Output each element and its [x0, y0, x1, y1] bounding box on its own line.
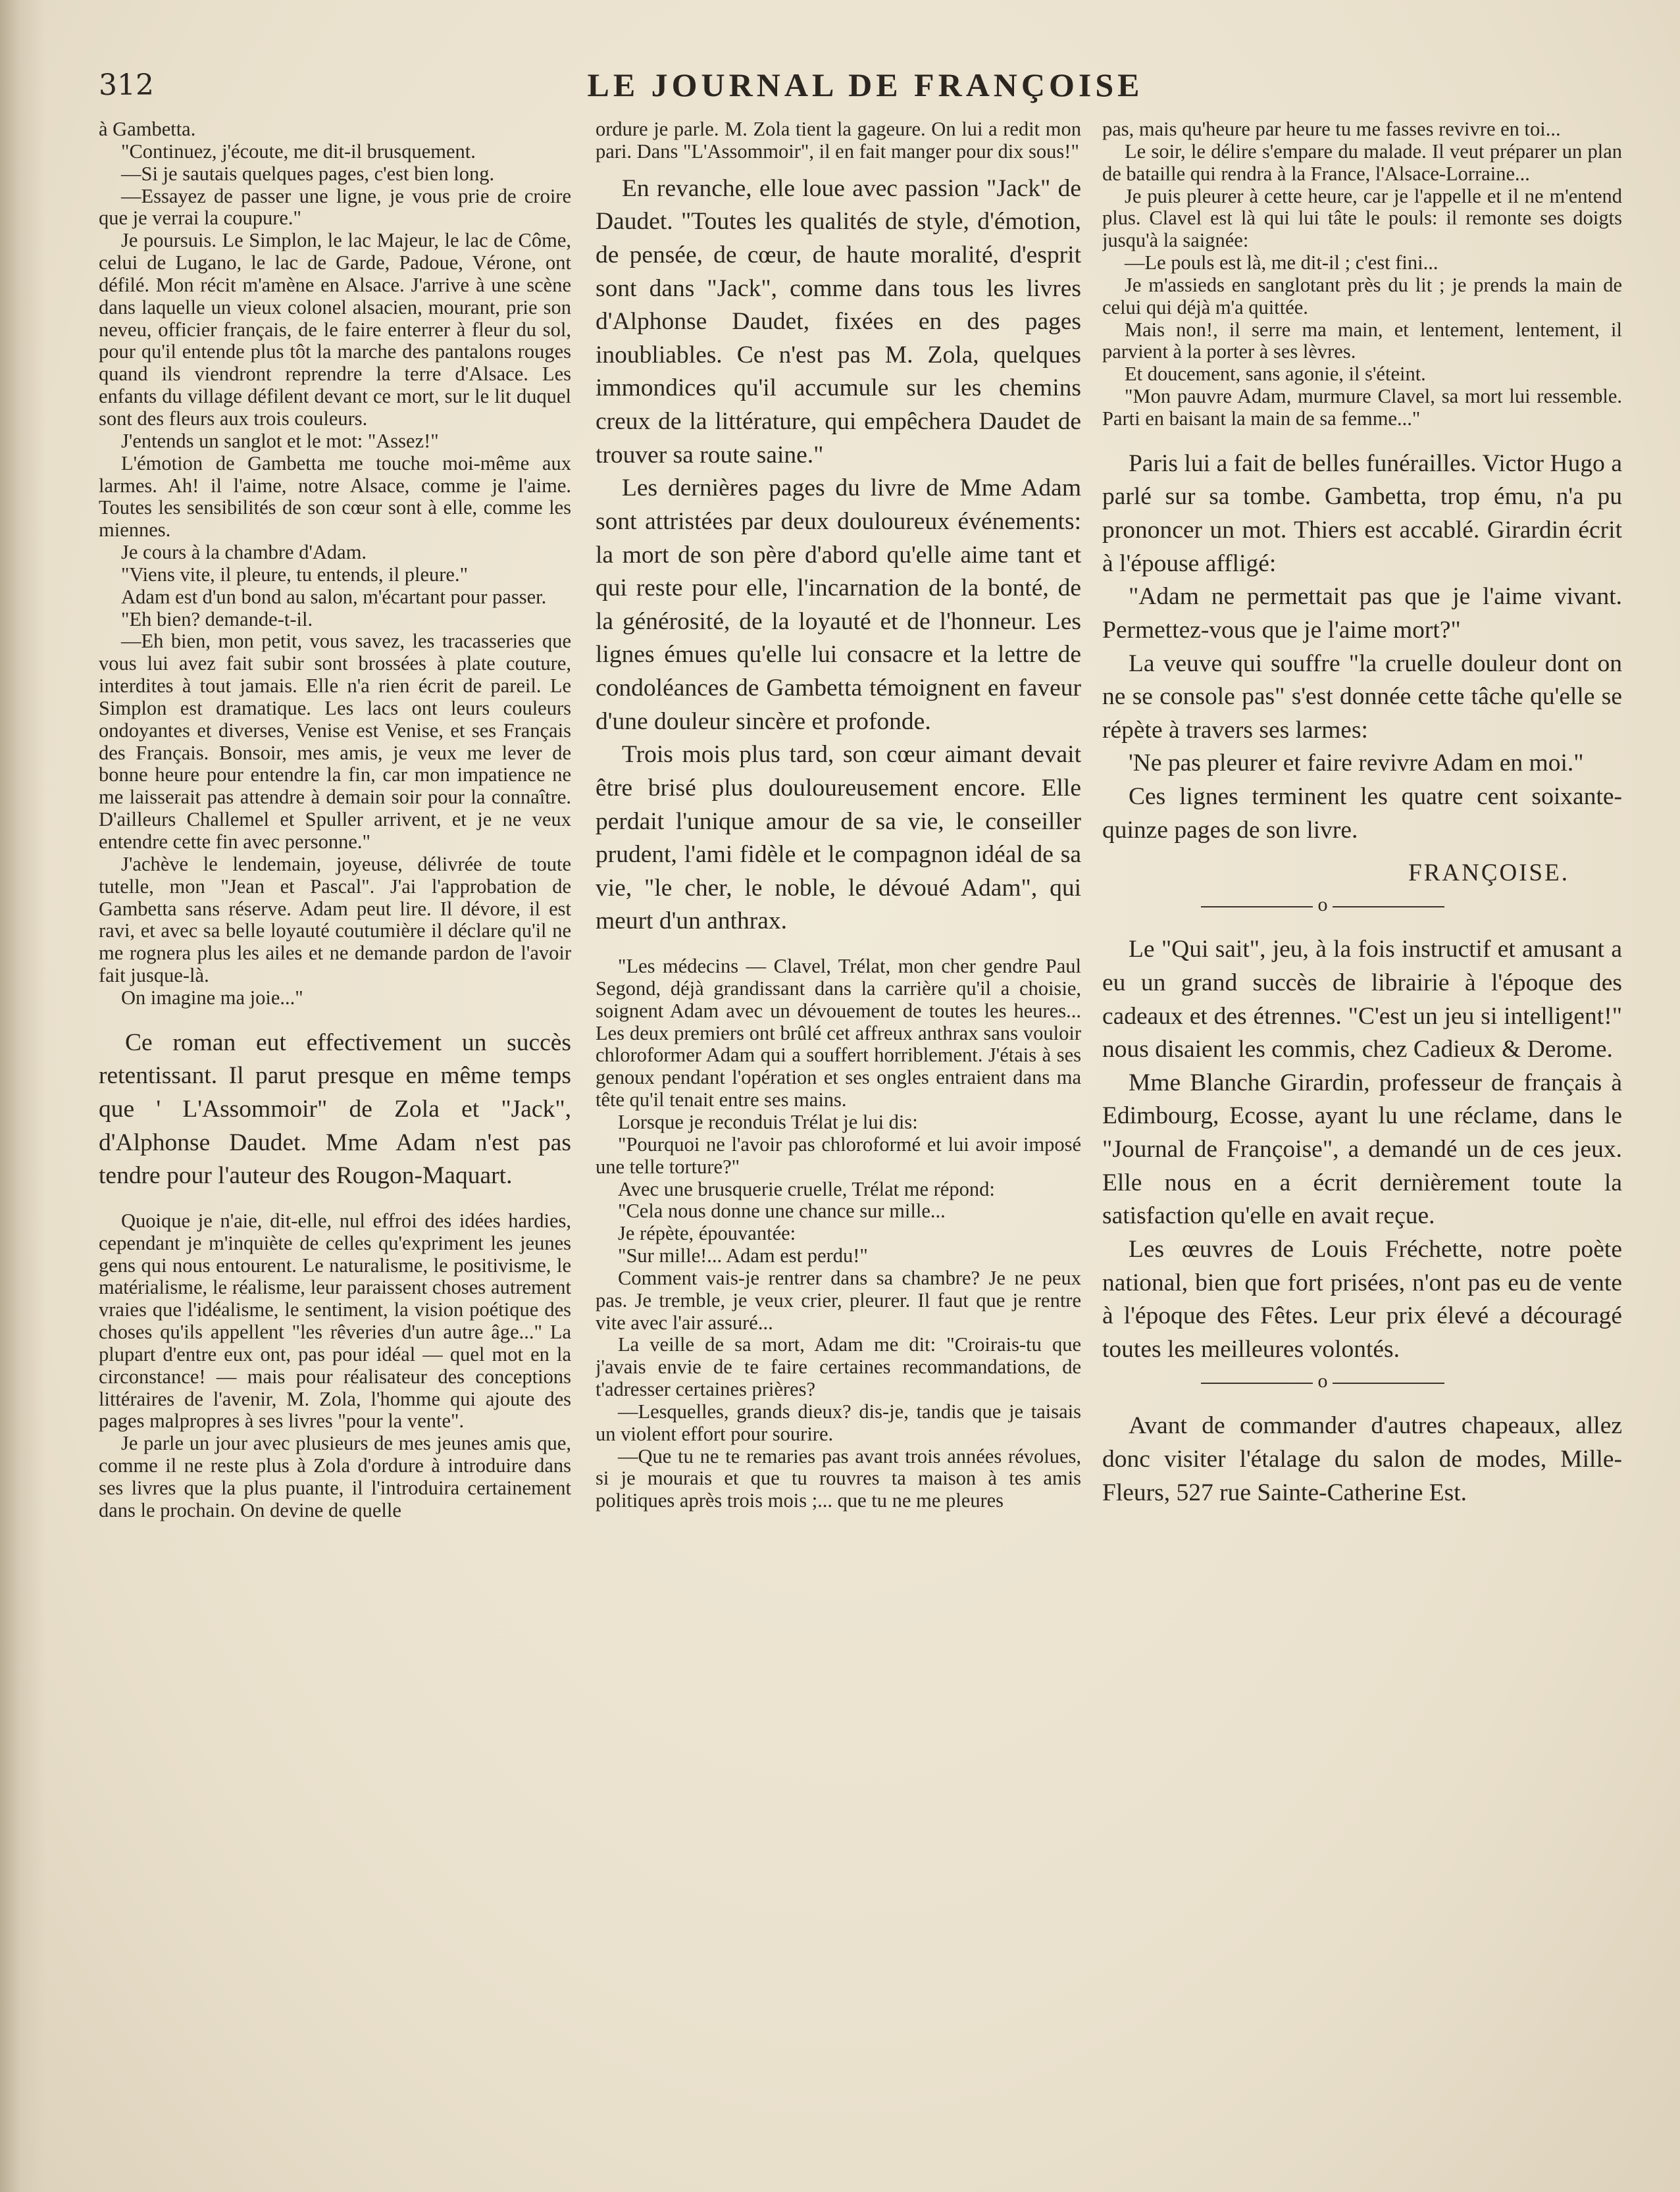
body-paragraph: Ce roman eut effectivement un succès retentissant. Il parut presque en même temps que ' L'Assommoir" de Zola et "Jack", d'Alphonse Daudet. Mme Adam n'est pas tendre pour l'auteur des Rougon-Maquart.: [99, 1029, 571, 1190]
body-paragraph: Avant de commander d'autres chapeaux, allez donc visiter l'étalage du salon de modes, Mille-Fleurs, 527 rue Sainte-Catherine Est.: [1102, 1412, 1622, 1506]
section-separator: [1102, 894, 1622, 920]
body-paragraph: La veuve qui souffre "la cruelle douleur dont on ne se console pas" s'est donnée cette tâche qu'elle se répète à travers ses larmes:: [1102, 650, 1622, 744]
quote-paragraph: "Sur mille!... Adam est perdu!": [618, 1244, 868, 1267]
body-paragraph: En revanche, elle loue avec passion "Jack" de Daudet. "Toutes les qualités de style, d'émotion, de pensée, de cœur, de haute moralité, d'esprit sont dans "Jack", comme dans tous les livres d'Alphonse Daudet, fixées en des pages inoubliables. Ce n'est pas M. Zola, quelques immondices qu'il accumule sur les chemins creux de la littérature, qui empêchera Daudet de trouver sa route saine.": [596, 174, 1081, 469]
journal-title: LE JOURNAL DE FRANÇOISE: [587, 66, 1144, 103]
quote-paragraph: —Essayez de passer une ligne, je vous prie de croire que je verrai la coupure.": [99, 184, 571, 230]
quote-paragraph: ordure je parle. M. Zola tient la gageure. On lui a redit mon pari. Dans "L'Assommoir", il en fait manger pour dix sous!": [596, 118, 1081, 163]
quote-paragraph: "Les médecins — Clavel, Trélat, mon cher gendre Paul Segond, déjà grandissant dans la carrière qu'il a choisie, soignent Adam avec un dévouement de toutes les heures... Les deux premiers ont brûlé cet affreux anthrax sans vouloir chloroformer Adam qui a souffert horriblement. J'étais à ses genoux pendant l'opération et ses ongles entraient dans ma tête qu'il tenait entre ses mains.: [596, 955, 1081, 1111]
quote-paragraph: Et doucement, sans agonie, il s'éteint.: [1125, 363, 1426, 386]
author-signature: FRANÇOISE.: [1408, 859, 1569, 887]
body-paragraph: "Adam ne permettait pas que je l'aime vivant. Permettez-vous que je l'aime mort?": [1102, 583, 1622, 644]
quote-paragraph: J'achève le lendemain, joyeuse, délivrée de toute tutelle, mon "Jean et Pascal". J'ai l'approbation de Gambetta sans réserve. Adam peut lire. Il dévore, il est ravi, et avec sa belle loyauté coutumière il déclare qu'il ne me rognera plus les ailes et ne demande pardon de l'avoir fait jusque-là.: [99, 852, 571, 987]
quote-paragraph: Je parle un jour avec plusieurs de mes jeunes amis que, comme il ne reste plus à Zola d'ordure à introduire dans ses livres que la plus puante, il l'introduira certainement dans le prochain. On devine de quelle: [99, 1432, 571, 1521]
section-separator: [1102, 1370, 1622, 1396]
body-paragraph: Les œuvres de Louis Fréchette, notre poète national, bien que fort prisées, n'ont pas eu de vente à l'époque des Fêtes. Leur prix élevé a découragé toutes les meilleures volontés.: [1102, 1235, 1622, 1363]
binding-shadow: [0, 0, 46, 2192]
separator-mark: o: [1317, 1370, 1328, 1392]
page-header: [99, 66, 1632, 112]
quote-paragraph: Je puis pleurer à cette heure, car je l'appelle et il ne m'entend plus. Clavel est là qui lui tâte le pouls: il remonte ses doigts jusqu'à la saignée:: [1102, 184, 1622, 252]
quote-paragraph: "Eh bien? demande-t-il.: [121, 607, 313, 630]
body-paragraph: Le "Qui sait", jeu, à la fois instructif et amusant a eu un grand succès de librairie à l'époque des cadeaux et des étrennes. "C'est un jeu si intelligent!" nous disaient les commis, chez Cadieux & Derome.: [1102, 936, 1622, 1063]
quote-paragraph: Je poursuis. Le Simplon, le lac Majeur, le lac de Côme, celui de Lugano, le lac de Garde, Padoue, Vérone, ont défilé. Mon récit m'amène en Alsace. J'arrive à une scène dans laquelle un vieux colonel alsacien, mourant, prie son neveu, officier français, de le faire enterrer à fleur du sol, pour qu'il entende plus tôt la marche des pantalons rouges quand ils viendront reprendre la terre d'Alsace. Les enfants du village défilent devant ce mort, sur le lit duquel sont des fleurs aux trois couleurs.: [99, 229, 571, 430]
column-middle: [596, 118, 1081, 2126]
body-paragraph: Ces lignes terminent les quatre cent soixante-quinze pages de son livre.: [1102, 783, 1622, 844]
quote-paragraph: Mais non!, il serre ma main, et lentement, lentement, il parvient à la porter à ses lèvres.: [1102, 318, 1622, 363]
quote-paragraph: La veille de sa mort, Adam me dit: "Croirais-tu que j'avais envie de te faire certaines recommandations, de t'adresser certaines prières?: [596, 1333, 1081, 1401]
quote-paragraph: à Gambetta.: [99, 118, 196, 140]
body-paragraph: Les dernières pages du livre de Mme Adam sont attristées par deux douloureux événements: la mort de son père d'abord qu'elle aime tant et qui reste pour elle, l'incarnation de la bonté, de la générosité, de la loyauté et de l'honneur. Les lignes émues qu'elle lui consacre et la lettre de condoléances de Gambetta témoignent en faveur d'une douleur sincère et profonde.: [596, 474, 1081, 735]
quote-paragraph: —Si je sautais quelques pages, c'est bien long.: [121, 162, 495, 185]
quote-paragraph: Je m'assieds en sanglotant près du lit ; je prends la main de celui qui déjà m'a quittée.: [1102, 273, 1622, 319]
quote-paragraph: Quoique je n'aie, dit-elle, nul effroi des idées hardies, cependant je m'inquiète de celles qu'expriment les jeunes gens qui nous entourent. Le naturalisme, le positivisme, le matérialisme, le réalisme, leur paraissent choses autrement vraies que l'idéalisme, le sentiment, la vision poétique des choses qu'ils appellent "les rêveries d'un autre âge..." La plupart d'entre eux ont, pas pour idéal — quel mot en la circonstance! — mais pour réalisateur des conceptions littéraires de l'avenir, M. Zola, l'homme qui ajoute des pages malpropres à ses livres "pour la vente".: [99, 1209, 571, 1433]
quote-paragraph: —Lesquelles, grands dieux? dis-je, tandis que je taisais un violent effort pour sourire.: [596, 1400, 1081, 1445]
body-paragraph: Paris lui a fait de belles funérailles. Victor Hugo a parlé sur sa tombe. Gambetta, trop ému, n'a pu prononcer un mot. Thiers est accablé. Girardin écrit à l'épouse affligé:: [1102, 449, 1622, 577]
quote-paragraph: —Que tu ne te remaries pas avant trois années révolues, si je mourais et que tu rouvres ta maison à tes amis politiques après trois mois ;... que tu ne me pleures: [596, 1444, 1081, 1512]
column-left: [99, 118, 571, 2126]
body-paragraph: Trois mois plus tard, son cœur aimant devait être brisé plus douloureusement encore. Elle perdait l'unique amour de sa vie, le conseiller prudent, l'ami fidèle et le compagnon idéal de sa vie, "le cher, le noble, le dévoué Adam", qui meurt d'un anthrax.: [596, 741, 1081, 935]
quote-paragraph: —Eh bien, mon petit, vous savez, les tracasseries que vous lui avez fait subir sont brossées à plate couture, interdites à tout jamais. Elle n'a rien écrit de pareil. Le Simplon est dramatique. Les lacs ont leurs couleurs ondoyantes et diverses, Venise est Venise, et ses Français des Français. Bonsoir, mes amis, je veux me lever de bonne heure pour entendre la fin, car mon impatience ne me laisserait pas attendre à demain soir pour la connaître. D'ailleurs Challemel et Spuller arrivent, et je ne veux entendre cette fin avec personne.": [99, 630, 571, 853]
body-paragraph: 'Ne pas pleurer et faire revivre Adam en moi.": [1129, 750, 1584, 777]
quote-paragraph: Adam est d'un bond au salon, m'écartant pour passer.: [121, 585, 547, 608]
quote-paragraph: J'entends un sanglot et le mot: "Assez!": [121, 429, 439, 452]
quote-paragraph: pas, mais qu'heure par heure tu me fasses revivre en toi...: [1102, 118, 1561, 140]
separator-mark: o: [1317, 894, 1328, 916]
quote-paragraph: Je répète, épouvantée:: [618, 1222, 796, 1245]
quote-paragraph: —Le pouls est là, me dit-il ; c'est fini...: [1125, 251, 1438, 274]
quote-paragraph: Je cours à la chambre d'Adam.: [121, 541, 367, 564]
quote-paragraph: "Pourquoi ne l'avoir pas chloroformé et lui avoir imposé une telle torture?": [596, 1133, 1081, 1178]
quote-paragraph: "Viens vite, il pleure, tu entends, il pleure.": [121, 563, 469, 586]
quote-paragraph: "Continuez, j'écoute, me dit-il brusquement.: [121, 140, 476, 163]
quote-paragraph: "Mon pauvre Adam, murmure Clavel, sa mort lui ressemble. Parti en baisant la main de sa femme...": [1102, 385, 1622, 430]
quote-paragraph: Lorsque je reconduis Trélat je lui dis:: [618, 1110, 918, 1133]
page-number: 312: [99, 68, 154, 102]
column-right: [1102, 118, 1622, 2126]
quote-paragraph: Avec une brusquerie cruelle, Trélat me répond:: [618, 1177, 995, 1200]
body-paragraph: Mme Blanche Girardin, professeur de français à Edimbourg, Ecosse, ayant lu une réclame, dans le "Journal de Françoise", a demandé un de ces jeux. Elle nous en a écrit dernièrement toute la satisfaction qu'elle en avait reçue.: [1102, 1069, 1622, 1230]
quote-paragraph: On imagine ma joie...": [121, 986, 303, 1009]
quote-paragraph: L'émotion de Gambetta me touche moi-même aux larmes. Ah! il l'aime, notre Alsace, comme je l'aime. Toutes les sensibilités de son cœur sont à elle, comme les miennes.: [99, 451, 571, 542]
quote-paragraph: Comment vais-je rentrer dans sa chambre? Je ne peux pas. Je tremble, je veux crier, pleurer. Il faut que je rentre vite avec l'air assuré...: [596, 1266, 1081, 1334]
quote-paragraph: Le soir, le délire s'empare du malade. Il veut préparer un plan de bataille qui rendra à la France, l'Alsace-Lorraine...: [1102, 140, 1622, 185]
quote-paragraph: "Cela nous donne une chance sur mille...: [618, 1200, 946, 1223]
